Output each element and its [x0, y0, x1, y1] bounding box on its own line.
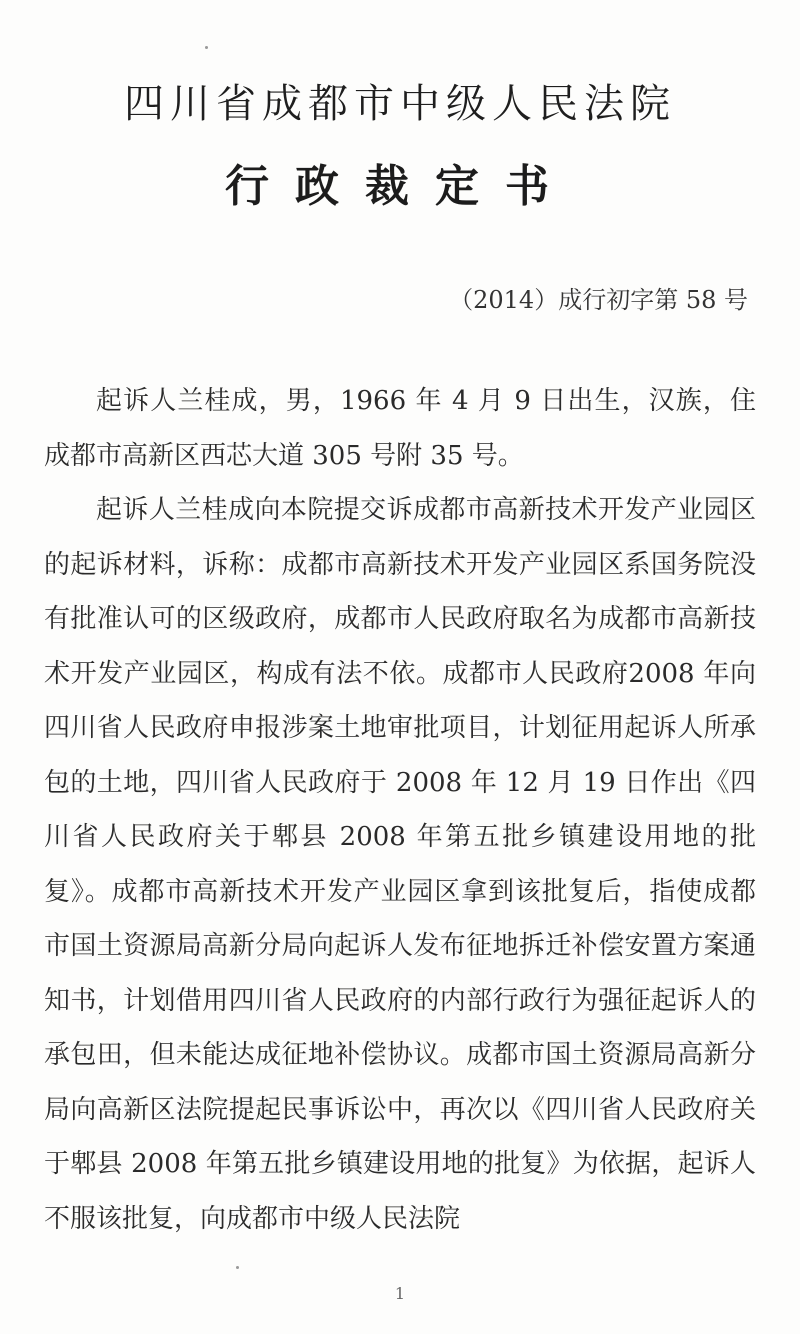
- paragraph-plaintiff-info: 起诉人兰桂成，男，1966 年 4 月 9 日出生，汉族，住成都市高新区西芯大道 305 号附 35 号。: [44, 386, 756, 471]
- document-type-title: 行政裁定书: [225, 161, 575, 212]
- court-name: 四川省成都市中级人民法院: [124, 81, 676, 127]
- scan-speck: [205, 46, 208, 49]
- scan-speck: [236, 1266, 239, 1269]
- document-body: [44, 374, 756, 1246]
- page-number: 1: [394, 1284, 406, 1303]
- paragraph-claim: 起诉人兰桂成向本院提交诉成都市高新技术开发产业园区的起诉材料，诉称：成都市高新技术开发产业园区系国务院没有批准认可的区级政府，成都市人民政府取名为成都市高新技术开发产业园区，构成有法不依。成都市人民政府2008 年向四川省人民政府申报涉案土地审批项目，计划征用起诉人所承包的土地，四川省人民政府于 2008 年 12 月 19 日作出《四川省人民政府关于郫县 2008 年第五批乡镇建设用地的批复》。成都市高新技术开发产业园区拿到该批复后，指使成都市国土资源局高新分局向起诉人发布征地拆迁补偿安置方案通知书，计划借用四川省人民政府的内部行政行为强征起诉人的承包田，但未能达成征地补偿协议。成都市国土资源局高新分局向高新区法院提起民事诉讼中，再次以《四川省人民政府关于郫县 2008 年第五批乡镇建设用地的批复》为依据，起诉人不服该批复，向成都市中级人民法院: [44, 495, 756, 1234]
- case-number: （2014）成行初字第 58 号: [449, 286, 748, 314]
